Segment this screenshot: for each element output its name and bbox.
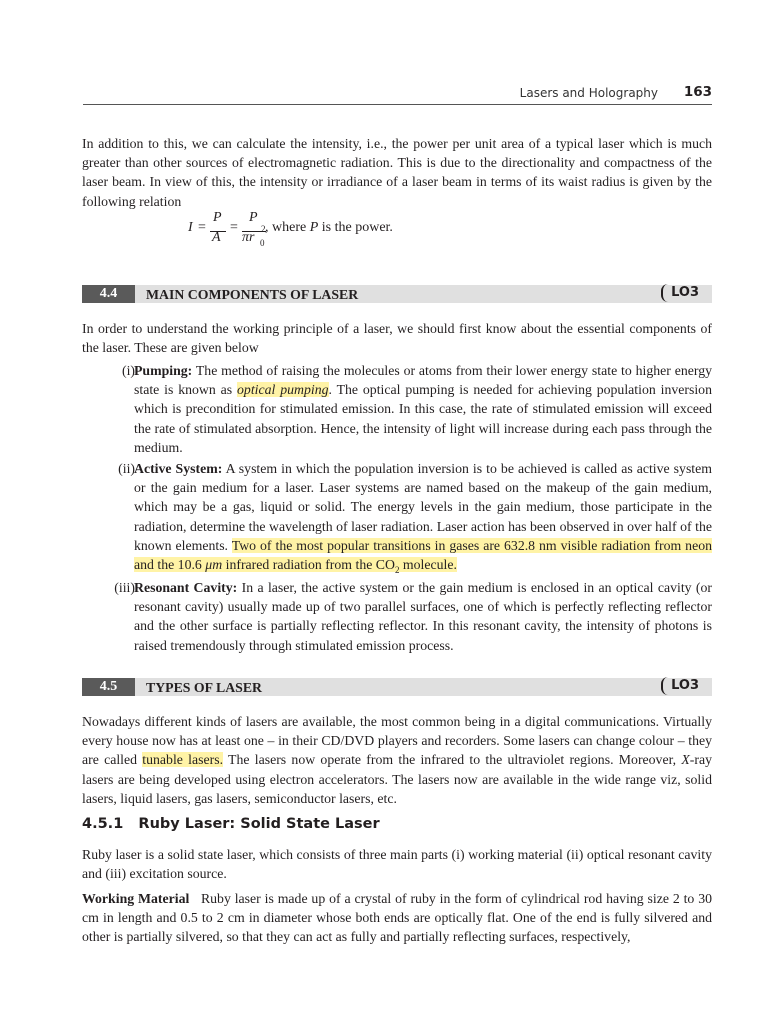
eq-den-1: A bbox=[212, 230, 221, 245]
section-4-4-intro: In order to understand the working principle of a laser, we should first know about the essential components of the laser. These are given below bbox=[82, 321, 712, 356]
eq-equals-1: = bbox=[198, 220, 206, 235]
section-4-5-paragraph: Nowadays different kinds of lasers are available, the most common being in a digital communications. Virtually every house now has at least one – in their CD/DVD players and recorders. Some lasers can change colour – they are called tunable lasers. The lasers now operate from the infrared to the ultraviolet regions. Moreover, X-ray lasers are being developed using electron accelerators. The lasers now are available in the wide range viz, solid lasers, liquid lasers, gas lasers, semiconductor lasers, etc. bbox=[82, 714, 712, 806]
list-item-number: (iii) bbox=[114, 580, 135, 595]
eq-den-2-sup: 2 bbox=[261, 224, 266, 234]
ruby-laser-paragraph: Ruby laser is a solid state laser, which consists of three main parts (i) working material (ii) optical resonant cavity and (iii) excitation source. bbox=[82, 847, 712, 882]
page-number: 163 bbox=[683, 84, 712, 100]
running-header-title: Lasers and Holography bbox=[519, 86, 658, 100]
subsection-heading: 4.5.1 Ruby Laser: Solid State Laser bbox=[82, 816, 380, 832]
eq-den-2-sub: 0 bbox=[260, 238, 265, 248]
highlight: optical pumping bbox=[237, 382, 329, 398]
list-item-active-system bbox=[82, 459, 712, 580]
section-heading-4-5 bbox=[82, 678, 712, 696]
intro-paragraph: In addition to this, we can calculate the intensity, i.e., the power per unit area of a typical laser which is much greater than other sources of electromagnetic radiation. This is due to the directionality and compactness of the laser beam. In view of this, the intensity or irradiance of a laser beam in terms of its waist radius is given by the following relation bbox=[82, 136, 712, 209]
list-item-text: Pumping: The method of raising the molecules or atoms from their lower energy state to higher energy state is known as optical pumping. The optical pumping is needed for achieving population inversion which is precondition for stimulated emission. In this case, the rate of stimulated emission will exceed the rate of stimulated absorption. Hence, the intensity of light will increase during each pass through the medium. bbox=[134, 363, 712, 455]
section-number: 4.4 bbox=[82, 285, 135, 303]
learning-objective-tag: LO3 bbox=[661, 284, 702, 302]
learning-objective-tag: LO3 bbox=[661, 677, 702, 695]
running-header bbox=[83, 82, 712, 105]
section-title: TYPES OF LASER bbox=[146, 680, 263, 695]
list-item-number: (i) bbox=[121, 363, 135, 378]
eq-num-2: P bbox=[249, 210, 258, 225]
eq-num-1: P bbox=[213, 210, 222, 225]
list-item-text: Active System: A system in which the population inversion is to be achieved is called as active system or the gain medium for a laser. Laser systems are named based on the makeup of the gain medium, which may be a gas, liquid or solid. The energy levels in the gain medium, those participate in the radiation, determine the wavelength of laser radiation. Laser action has been observed in over half of the known elements. Two of the most popular transitions in gases are 632.8 nm visible radiation from neon and the 10.6 μm infrared radiation from the $CO_2$ molecule. bbox=[134, 461, 712, 575]
eq-den-2: πr bbox=[242, 230, 255, 245]
section-title: MAIN COMPONENTS OF LASER bbox=[146, 287, 359, 302]
list-item-resonant-cavity bbox=[82, 578, 712, 655]
list-item-number: (ii) bbox=[118, 461, 135, 476]
highlight: tunable lasers. bbox=[142, 752, 224, 768]
eq-equals-2: = bbox=[230, 220, 238, 235]
list-item-pumping bbox=[82, 361, 712, 457]
eq-tail: , where P is the power. bbox=[265, 220, 393, 235]
eq-lhs: I bbox=[188, 220, 193, 235]
section-number: 4.5 bbox=[82, 678, 135, 696]
working-material-paragraph: Working Material Ruby laser is made up of a crystal of ruby in the form of cylindrical rod having size 2 to 30 cm in length and 0.5 to 2 cm in diameter whose both ends are optically flat. One of the end is fully silvered and other is partially silvered, so that they can act as fully and partially reflecting surfaces, respectively, bbox=[82, 891, 716, 945]
highlight: Two of the most popular transitions in gases are 632.8 nm visible radiation from neon and the 10.6 μm infrared radiation from the $CO_2$ molecule. bbox=[134, 537, 712, 575]
section-heading-4-4 bbox=[82, 285, 712, 303]
list-item-text: Resonant Cavity: In a laser, the active system or the gain medium is enclosed in an optical cavity (or resonant cavity) usually made up of two parallel surfaces, one of which is perfectly reflecting reflector and the other surface is partially reflecting reflector. In this resonant cavity, the intensity of photons is raised tremendously through stimulated emission process. bbox=[134, 580, 713, 653]
